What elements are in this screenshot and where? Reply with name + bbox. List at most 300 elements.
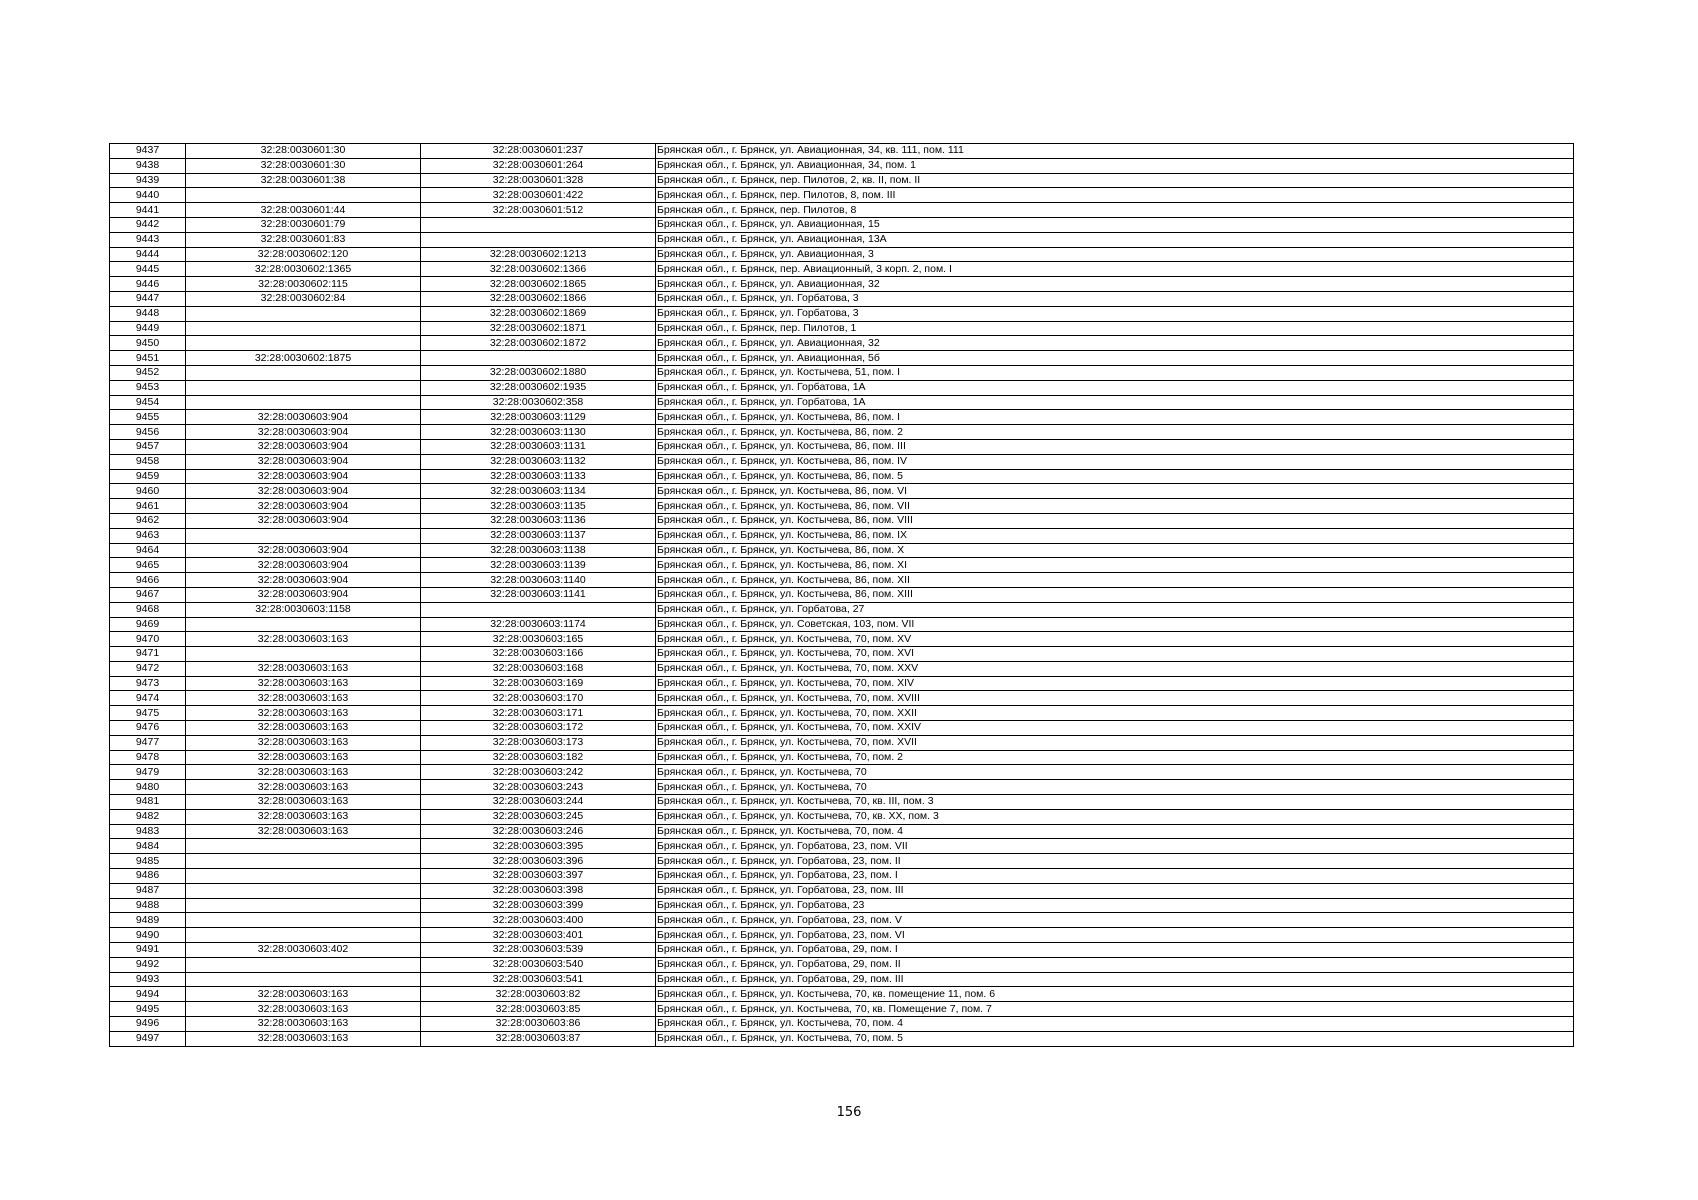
row-number-cell: 9494 (110, 987, 186, 1002)
row-number-cell: 9439 (110, 173, 186, 188)
row-number-cell: 9467 (110, 587, 186, 602)
cadastral-number-cell: 32:28:0030602:1366 (421, 262, 656, 277)
parent-cadastral-number-cell (186, 617, 421, 632)
parent-cadastral-number-cell: 32:28:0030602:84 (186, 291, 421, 306)
cadastral-number-cell: 32:28:0030603:1132 (421, 454, 656, 469)
address-cell: Брянская обл., г. Брянск, пер. Авиационный, 3 корп. 2, пом. I (656, 262, 1574, 277)
address-cell: Брянская обл., г. Брянск, ул. Костычева, 70, пом. XVII (656, 735, 1574, 750)
cadastral-number-cell: 32:28:0030603:1133 (421, 469, 656, 484)
table-row (110, 735, 1574, 750)
cadastral-number-cell: 32:28:0030603:1140 (421, 573, 656, 588)
address-cell: Брянская обл., г. Брянск, ул. Горбатова, 23, пом. V (656, 913, 1574, 928)
row-number-cell: 9476 (110, 721, 186, 736)
row-number-cell: 9466 (110, 573, 186, 588)
address-cell: Брянская обл., г. Брянск, ул. Авиационная, 3 (656, 247, 1574, 262)
table-row (110, 158, 1574, 173)
cadastral-number-cell: 32:28:0030603:400 (421, 913, 656, 928)
cadastral-number-cell: 32:28:0030603:1141 (421, 587, 656, 602)
cadastral-number-cell (421, 232, 656, 247)
parent-cadastral-number-cell: 32:28:0030602:1875 (186, 351, 421, 366)
address-cell: Брянская обл., г. Брянск, ул. Горбатова, 1А (656, 395, 1574, 410)
parent-cadastral-number-cell: 32:28:0030603:904 (186, 513, 421, 528)
row-number-cell: 9479 (110, 765, 186, 780)
cadastral-number-cell (421, 351, 656, 366)
table-row (110, 647, 1574, 662)
table-row (110, 262, 1574, 277)
cadastral-number-cell: 32:28:0030603:540 (421, 957, 656, 972)
table-row (110, 898, 1574, 913)
table-row (110, 217, 1574, 232)
row-number-cell: 9481 (110, 795, 186, 810)
cadastral-number-cell: 32:28:0030603:182 (421, 750, 656, 765)
row-number-cell: 9496 (110, 1017, 186, 1032)
address-cell: Брянская обл., г. Брянск, ул. Костычева, 86, пом. VII (656, 499, 1574, 514)
address-cell: Брянская обл., г. Брянск, ул. Костычева, 86, пом. VIII (656, 513, 1574, 528)
row-number-cell: 9488 (110, 898, 186, 913)
table-row (110, 573, 1574, 588)
cadastral-number-cell: 32:28:0030603:165 (421, 632, 656, 647)
parent-cadastral-number-cell (186, 854, 421, 869)
table-row (110, 617, 1574, 632)
table-row (110, 380, 1574, 395)
row-number-cell: 9450 (110, 336, 186, 351)
cadastral-number-cell: 32:28:0030603:401 (421, 928, 656, 943)
table-row (110, 203, 1574, 218)
parent-cadastral-number-cell: 32:28:0030603:163 (186, 691, 421, 706)
row-number-cell: 9491 (110, 943, 186, 958)
address-cell: Брянская обл., г. Брянск, пер. Пилотов, 1 (656, 321, 1574, 336)
cadastral-number-cell: 32:28:0030603:1138 (421, 543, 656, 558)
table-row (110, 972, 1574, 987)
parent-cadastral-number-cell (186, 647, 421, 662)
row-number-cell: 9495 (110, 1002, 186, 1017)
row-number-cell: 9440 (110, 188, 186, 203)
table-row (110, 691, 1574, 706)
address-cell: Брянская обл., г. Брянск, ул. Костычева, 70, кв. XX, пом. 3 (656, 809, 1574, 824)
cadastral-number-cell: 32:28:0030602:358 (421, 395, 656, 410)
parent-cadastral-number-cell: 32:28:0030603:1158 (186, 602, 421, 617)
address-cell: Брянская обл., г. Брянск, ул. Костычева, 70, пом. XVI (656, 647, 1574, 662)
cadastral-number-cell: 32:28:0030603:169 (421, 676, 656, 691)
row-number-cell: 9465 (110, 558, 186, 573)
row-number-cell: 9457 (110, 439, 186, 454)
table-row (110, 809, 1574, 824)
cadastral-number-cell: 32:28:0030603:244 (421, 795, 656, 810)
parent-cadastral-number-cell (186, 321, 421, 336)
address-cell: Брянская обл., г. Брянск, ул. Костычева, 86, пом. 2 (656, 425, 1574, 440)
row-number-cell: 9442 (110, 217, 186, 232)
table-row (110, 706, 1574, 721)
parent-cadastral-number-cell: 32:28:0030603:163 (186, 987, 421, 1002)
cadastral-number-cell: 32:28:0030603:245 (421, 809, 656, 824)
parent-cadastral-number-cell: 32:28:0030603:904 (186, 425, 421, 440)
address-cell: Брянская обл., г. Брянск, ул. Костычева, 70, кв. помещение 11, пом. 6 (656, 987, 1574, 1002)
table-row (110, 780, 1574, 795)
parent-cadastral-number-cell: 32:28:0030603:163 (186, 824, 421, 839)
table-row (110, 336, 1574, 351)
cadastral-number-cell: 32:28:0030602:1865 (421, 277, 656, 292)
table-row (110, 750, 1574, 765)
table-row (110, 839, 1574, 854)
parent-cadastral-number-cell (186, 839, 421, 854)
row-number-cell: 9480 (110, 780, 186, 795)
address-cell: Брянская обл., г. Брянск, ул. Горбатова, 3 (656, 291, 1574, 306)
address-cell: Брянская обл., г. Брянск, ул. Костычева, 86, пом. XI (656, 558, 1574, 573)
table-row (110, 173, 1574, 188)
cadastral-number-cell (421, 217, 656, 232)
cadastral-number-cell: 32:28:0030603:242 (421, 765, 656, 780)
row-number-cell: 9444 (110, 247, 186, 262)
row-number-cell: 9456 (110, 425, 186, 440)
cadastral-number-cell: 32:28:0030603:396 (421, 854, 656, 869)
address-cell: Брянская обл., г. Брянск, ул. Костычева, 70 (656, 765, 1574, 780)
address-cell: Брянская обл., г. Брянск, ул. Костычева, 86, пом. IV (656, 454, 1574, 469)
address-cell: Брянская обл., г. Брянск, ул. Костычева, 70, пом. XIV (656, 676, 1574, 691)
cadastral-number-cell: 32:28:0030602:1213 (421, 247, 656, 262)
cadastral-number-cell: 32:28:0030603:171 (421, 706, 656, 721)
parent-cadastral-number-cell: 32:28:0030603:163 (186, 676, 421, 691)
table-row (110, 454, 1574, 469)
parent-cadastral-number-cell: 32:28:0030601:79 (186, 217, 421, 232)
cadastral-table (109, 143, 1574, 1047)
cadastral-number-cell (421, 602, 656, 617)
cadastral-number-cell: 32:28:0030603:86 (421, 1017, 656, 1032)
table-row (110, 277, 1574, 292)
row-number-cell: 9468 (110, 602, 186, 617)
parent-cadastral-number-cell: 32:28:0030602:1365 (186, 262, 421, 277)
parent-cadastral-number-cell: 32:28:0030603:163 (186, 750, 421, 765)
parent-cadastral-number-cell: 32:28:0030603:904 (186, 499, 421, 514)
row-number-cell: 9438 (110, 158, 186, 173)
table-row (110, 188, 1574, 203)
table-row (110, 425, 1574, 440)
cadastral-number-cell: 32:28:0030602:1880 (421, 365, 656, 380)
cadastral-number-cell: 32:28:0030603:85 (421, 1002, 656, 1017)
parent-cadastral-number-cell (186, 972, 421, 987)
parent-cadastral-number-cell: 32:28:0030603:904 (186, 558, 421, 573)
address-cell: Брянская обл., г. Брянск, ул. Костычева, 70, кв. III, пом. 3 (656, 795, 1574, 810)
parent-cadastral-number-cell: 32:28:0030603:904 (186, 454, 421, 469)
cadastral-number-cell: 32:28:0030603:173 (421, 735, 656, 750)
parent-cadastral-number-cell: 32:28:0030601:44 (186, 203, 421, 218)
table-row (110, 410, 1574, 425)
cadastral-number-cell: 32:28:0030602:1869 (421, 306, 656, 321)
address-cell: Брянская обл., г. Брянск, пер. Пилотов, 2, кв. II, пом. II (656, 173, 1574, 188)
address-cell: Брянская обл., г. Брянск, пер. Пилотов, 8 (656, 203, 1574, 218)
table-row (110, 543, 1574, 558)
table-row (110, 1031, 1574, 1046)
row-number-cell: 9451 (110, 351, 186, 366)
cadastral-number-cell: 32:28:0030603:539 (421, 943, 656, 958)
address-cell: Брянская обл., г. Брянск, ул. Костычева, 86, пом. I (656, 410, 1574, 425)
parent-cadastral-number-cell (186, 365, 421, 380)
row-number-cell: 9482 (110, 809, 186, 824)
row-number-cell: 9477 (110, 735, 186, 750)
row-number-cell: 9452 (110, 365, 186, 380)
parent-cadastral-number-cell: 32:28:0030603:163 (186, 1031, 421, 1046)
address-cell: Брянская обл., г. Брянск, ул. Горбатова, 29, пом. I (656, 943, 1574, 958)
cadastral-number-cell: 32:28:0030603:1139 (421, 558, 656, 573)
parent-cadastral-number-cell: 32:28:0030603:163 (186, 721, 421, 736)
parent-cadastral-number-cell (186, 898, 421, 913)
parent-cadastral-number-cell: 32:28:0030603:904 (186, 543, 421, 558)
cadastral-number-cell: 32:28:0030603:243 (421, 780, 656, 795)
cadastral-number-cell: 32:28:0030602:1866 (421, 291, 656, 306)
parent-cadastral-number-cell: 32:28:0030603:904 (186, 410, 421, 425)
row-number-cell: 9475 (110, 706, 186, 721)
table-row (110, 928, 1574, 943)
row-number-cell: 9448 (110, 306, 186, 321)
table-row (110, 987, 1574, 1002)
address-cell: Брянская обл., г. Брянск, ул. Авиационная, 13А (656, 232, 1574, 247)
row-number-cell: 9478 (110, 750, 186, 765)
table-row (110, 484, 1574, 499)
parent-cadastral-number-cell: 32:28:0030603:163 (186, 765, 421, 780)
cadastral-number-cell: 32:28:0030601:422 (421, 188, 656, 203)
address-cell: Брянская обл., г. Брянск, ул. Горбатова, 1А (656, 380, 1574, 395)
table-row (110, 558, 1574, 573)
row-number-cell: 9471 (110, 647, 186, 662)
row-number-cell: 9449 (110, 321, 186, 336)
address-cell: Брянская обл., г. Брянск, ул. Костычева, 70, пом. XXV (656, 661, 1574, 676)
row-number-cell: 9472 (110, 661, 186, 676)
table-row (110, 144, 1574, 159)
parent-cadastral-number-cell: 32:28:0030603:904 (186, 439, 421, 454)
table-row (110, 632, 1574, 647)
cadastral-number-cell: 32:28:0030603:399 (421, 898, 656, 913)
table-row (110, 883, 1574, 898)
parent-cadastral-number-cell (186, 395, 421, 410)
table-row (110, 365, 1574, 380)
row-number-cell: 9470 (110, 632, 186, 647)
row-number-cell: 9464 (110, 543, 186, 558)
table-row (110, 247, 1574, 262)
table-row (110, 439, 1574, 454)
address-cell: Брянская обл., г. Брянск, ул. Костычева, 70 (656, 780, 1574, 795)
table-row (110, 499, 1574, 514)
address-cell: Брянская обл., г. Брянск, ул. Советская, 103, пом. VII (656, 617, 1574, 632)
row-number-cell: 9484 (110, 839, 186, 854)
row-number-cell: 9473 (110, 676, 186, 691)
cadastral-number-cell: 32:28:0030603:1131 (421, 439, 656, 454)
parent-cadastral-number-cell: 32:28:0030603:163 (186, 780, 421, 795)
parent-cadastral-number-cell: 32:28:0030601:30 (186, 144, 421, 159)
address-cell: Брянская обл., г. Брянск, ул. Горбатова, 29, пом. II (656, 957, 1574, 972)
parent-cadastral-number-cell (186, 928, 421, 943)
table-row (110, 676, 1574, 691)
address-cell: Брянская обл., г. Брянск, ул. Горбатова, 3 (656, 306, 1574, 321)
address-cell: Брянская обл., г. Брянск, ул. Костычева, 70, пом. 2 (656, 750, 1574, 765)
table-row (110, 854, 1574, 869)
row-number-cell: 9458 (110, 454, 186, 469)
table-row (110, 869, 1574, 884)
row-number-cell: 9487 (110, 883, 186, 898)
table-row (110, 765, 1574, 780)
row-number-cell: 9485 (110, 854, 186, 869)
parent-cadastral-number-cell: 32:28:0030603:163 (186, 809, 421, 824)
cadastral-number-cell: 32:28:0030603:82 (421, 987, 656, 1002)
address-cell: Брянская обл., г. Брянск, ул. Авиационная, 34, кв. 111, пом. 111 (656, 144, 1574, 159)
address-cell: Брянская обл., г. Брянск, ул. Горбатова, 29, пом. III (656, 972, 1574, 987)
cadastral-number-cell: 32:28:0030601:328 (421, 173, 656, 188)
address-cell: Брянская обл., г. Брянск, ул. Горбатова, 23, пом. VII (656, 839, 1574, 854)
address-cell: Брянская обл., г. Брянск, ул. Горбатова, 23, пом. VI (656, 928, 1574, 943)
parent-cadastral-number-cell: 32:28:0030603:904 (186, 469, 421, 484)
address-cell: Брянская обл., г. Брянск, ул. Костычева, 70, пом. XVIII (656, 691, 1574, 706)
address-cell: Брянская обл., г. Брянск, ул. Авиационная, 34, пом. 1 (656, 158, 1574, 173)
table-row (110, 291, 1574, 306)
row-number-cell: 9454 (110, 395, 186, 410)
cadastral-number-cell: 32:28:0030603:397 (421, 869, 656, 884)
table-row (110, 469, 1574, 484)
row-number-cell: 9486 (110, 869, 186, 884)
address-cell: Брянская обл., г. Брянск, пер. Пилотов, 8, пом. III (656, 188, 1574, 203)
row-number-cell: 9493 (110, 972, 186, 987)
table-row (110, 528, 1574, 543)
parent-cadastral-number-cell (186, 883, 421, 898)
address-cell: Брянская обл., г. Брянск, ул. Костычева, 70, пом. 5 (656, 1031, 1574, 1046)
row-number-cell: 9455 (110, 410, 186, 425)
address-cell: Брянская обл., г. Брянск, ул. Костычева, 86, пом. IX (656, 528, 1574, 543)
row-number-cell: 9443 (110, 232, 186, 247)
cadastral-number-cell: 32:28:0030603:168 (421, 661, 656, 676)
table-row (110, 1002, 1574, 1017)
row-number-cell: 9437 (110, 144, 186, 159)
table-body (110, 144, 1574, 1047)
row-number-cell: 9492 (110, 957, 186, 972)
parent-cadastral-number-cell (186, 188, 421, 203)
cadastral-number-cell: 32:28:0030601:512 (421, 203, 656, 218)
table-row (110, 351, 1574, 366)
cadastral-number-cell: 32:28:0030602:1935 (421, 380, 656, 395)
address-cell: Брянская обл., г. Брянск, ул. Костычева, 70, пом. 4 (656, 1017, 1574, 1032)
parent-cadastral-number-cell (186, 336, 421, 351)
parent-cadastral-number-cell: 32:28:0030602:120 (186, 247, 421, 262)
address-cell: Брянская обл., г. Брянск, ул. Авиационная, 5б (656, 351, 1574, 366)
parent-cadastral-number-cell: 32:28:0030603:163 (186, 795, 421, 810)
cadastral-number-cell: 32:28:0030603:1130 (421, 425, 656, 440)
parent-cadastral-number-cell: 32:28:0030603:904 (186, 484, 421, 499)
parent-cadastral-number-cell: 32:28:0030601:38 (186, 173, 421, 188)
table-row (110, 721, 1574, 736)
row-number-cell: 9461 (110, 499, 186, 514)
row-number-cell: 9483 (110, 824, 186, 839)
row-number-cell: 9447 (110, 291, 186, 306)
cadastral-number-cell: 32:28:0030601:264 (421, 158, 656, 173)
cadastral-number-cell: 32:28:0030603:1137 (421, 528, 656, 543)
cadastral-number-cell: 32:28:0030603:166 (421, 647, 656, 662)
table-row (110, 395, 1574, 410)
address-cell: Брянская обл., г. Брянск, ул. Авиационная, 15 (656, 217, 1574, 232)
parent-cadastral-number-cell (186, 380, 421, 395)
cadastral-number-cell: 32:28:0030603:541 (421, 972, 656, 987)
table-row (110, 661, 1574, 676)
table-row (110, 913, 1574, 928)
parent-cadastral-number-cell: 32:28:0030603:163 (186, 1017, 421, 1032)
table-row (110, 824, 1574, 839)
cadastral-number-cell: 32:28:0030603:398 (421, 883, 656, 898)
address-cell: Брянская обл., г. Брянск, ул. Костычева, 86, пом. 5 (656, 469, 1574, 484)
row-number-cell: 9446 (110, 277, 186, 292)
address-cell: Брянская обл., г. Брянск, ул. Костычева, 70, пом. XV (656, 632, 1574, 647)
parent-cadastral-number-cell (186, 957, 421, 972)
row-number-cell: 9490 (110, 928, 186, 943)
row-number-cell: 9460 (110, 484, 186, 499)
cadastral-number-cell: 32:28:0030602:1871 (421, 321, 656, 336)
table-row (110, 795, 1574, 810)
row-number-cell: 9441 (110, 203, 186, 218)
parent-cadastral-number-cell: 32:28:0030603:904 (186, 573, 421, 588)
parent-cadastral-number-cell: 32:28:0030603:163 (186, 1002, 421, 1017)
row-number-cell: 9474 (110, 691, 186, 706)
address-cell: Брянская обл., г. Брянск, ул. Костычева, 86, пом. X (656, 543, 1574, 558)
address-cell: Брянская обл., г. Брянск, ул. Костычева, 70, кв. Помещение 7, пом. 7 (656, 1002, 1574, 1017)
row-number-cell: 9469 (110, 617, 186, 632)
cadastral-number-cell: 32:28:0030603:1136 (421, 513, 656, 528)
parent-cadastral-number-cell: 32:28:0030603:904 (186, 587, 421, 602)
parent-cadastral-number-cell: 32:28:0030603:163 (186, 706, 421, 721)
parent-cadastral-number-cell: 32:28:0030603:163 (186, 661, 421, 676)
table-row (110, 232, 1574, 247)
parent-cadastral-number-cell: 32:28:0030601:30 (186, 158, 421, 173)
table-row (110, 321, 1574, 336)
parent-cadastral-number-cell: 32:28:0030603:402 (186, 943, 421, 958)
address-cell: Брянская обл., г. Брянск, ул. Костычева, 86, пом. XIII (656, 587, 1574, 602)
table-row (110, 1017, 1574, 1032)
address-cell: Брянская обл., г. Брянск, ул. Горбатова, 23, пом. I (656, 869, 1574, 884)
parent-cadastral-number-cell: 32:28:0030603:163 (186, 632, 421, 647)
row-number-cell: 9459 (110, 469, 186, 484)
address-cell: Брянская обл., г. Брянск, ул. Горбатова, 27 (656, 602, 1574, 617)
cadastral-number-cell: 32:28:0030603:170 (421, 691, 656, 706)
row-number-cell: 9497 (110, 1031, 186, 1046)
address-cell: Брянская обл., г. Брянск, ул. Горбатова, 23, пом. III (656, 883, 1574, 898)
row-number-cell: 9462 (110, 513, 186, 528)
cadastral-number-cell: 32:28:0030603:172 (421, 721, 656, 736)
cadastral-number-cell: 32:28:0030603:1134 (421, 484, 656, 499)
table-row (110, 602, 1574, 617)
address-cell: Брянская обл., г. Брянск, ул. Костычева, 70, пом. 4 (656, 824, 1574, 839)
address-cell: Брянская обл., г. Брянск, ул. Горбатова, 23, пом. II (656, 854, 1574, 869)
cadastral-number-cell: 32:28:0030603:87 (421, 1031, 656, 1046)
table-row (110, 513, 1574, 528)
parent-cadastral-number-cell (186, 306, 421, 321)
parent-cadastral-number-cell: 32:28:0030602:115 (186, 277, 421, 292)
parent-cadastral-number-cell (186, 869, 421, 884)
row-number-cell: 9489 (110, 913, 186, 928)
address-cell: Брянская обл., г. Брянск, ул. Авиационная, 32 (656, 336, 1574, 351)
table-row (110, 943, 1574, 958)
row-number-cell: 9463 (110, 528, 186, 543)
parent-cadastral-number-cell: 32:28:0030601:83 (186, 232, 421, 247)
cadastral-number-cell: 32:28:0030603:1174 (421, 617, 656, 632)
cadastral-number-cell: 32:28:0030603:1135 (421, 499, 656, 514)
address-cell: Брянская обл., г. Брянск, ул. Костычева, 70, пом. XXII (656, 706, 1574, 721)
cadastral-number-cell: 32:28:0030601:237 (421, 144, 656, 159)
parent-cadastral-number-cell: 32:28:0030603:163 (186, 735, 421, 750)
table-row (110, 957, 1574, 972)
row-number-cell: 9453 (110, 380, 186, 395)
address-cell: Брянская обл., г. Брянск, ул. Костычева, 86, пом. XII (656, 573, 1574, 588)
address-cell: Брянская обл., г. Брянск, ул. Костычева, 86, пом. VI (656, 484, 1574, 499)
cadastral-number-cell: 32:28:0030603:246 (421, 824, 656, 839)
address-cell: Брянская обл., г. Брянск, ул. Авиационная, 32 (656, 277, 1574, 292)
table-row (110, 306, 1574, 321)
parent-cadastral-number-cell (186, 528, 421, 543)
address-cell: Брянская обл., г. Брянск, ул. Костычева, 70, пом. XXIV (656, 721, 1574, 736)
cadastral-number-cell: 32:28:0030602:1872 (421, 336, 656, 351)
cadastral-number-cell: 32:28:0030603:1129 (421, 410, 656, 425)
